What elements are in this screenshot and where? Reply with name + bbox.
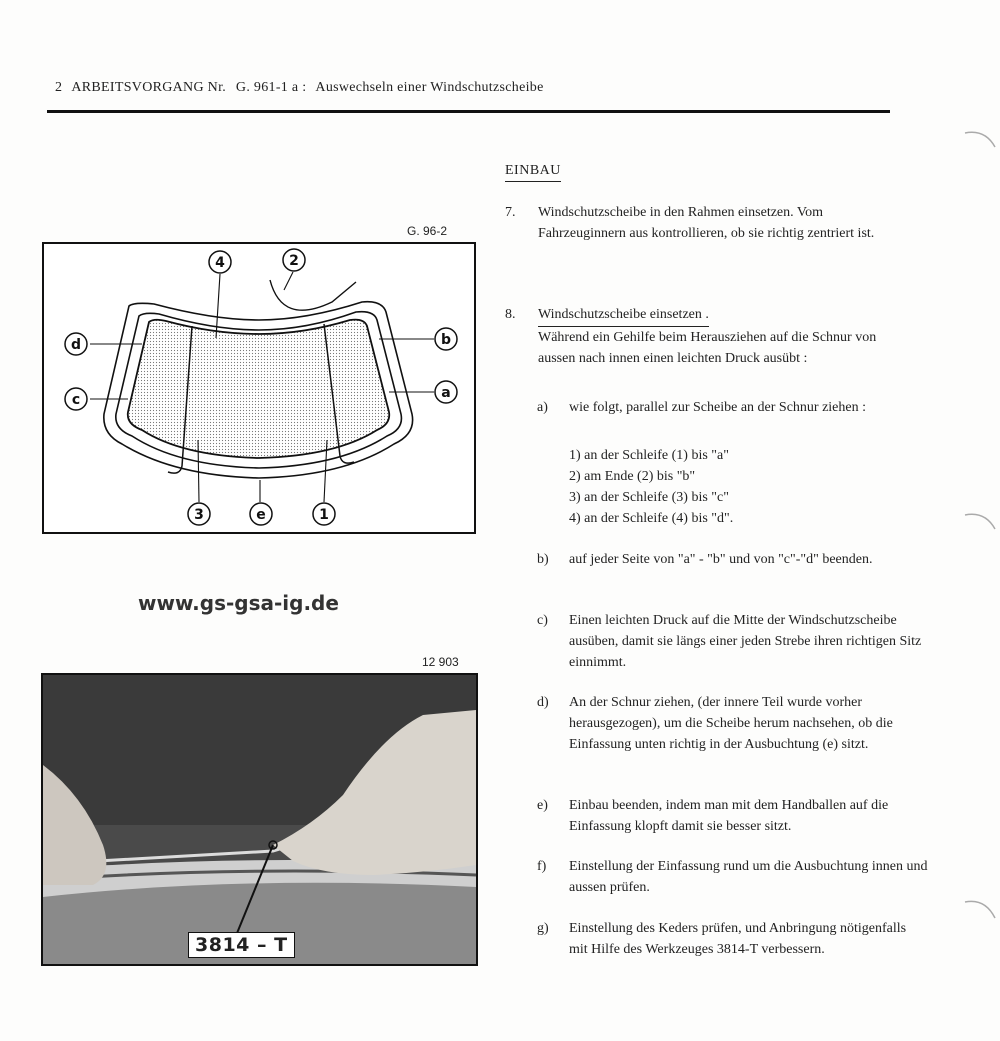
callout-2: 2 — [289, 253, 299, 269]
step-number: 7. — [505, 205, 516, 220]
binder-hole-mark — [960, 892, 1000, 932]
list-item: 1) an der Schleife (1) bis "a" — [569, 448, 729, 463]
callout-c: c — [71, 392, 81, 408]
list-item: 3) an der Schleife (3) bis "c" — [569, 490, 729, 505]
figure-ref: G. 96-2 — [407, 224, 448, 238]
callout-4: 4 — [215, 255, 225, 271]
substep-text: Einstellung der Einfassung rund um die Ausbuchtung innen und aussen prüfen. — [569, 859, 928, 895]
binder-hole-mark — [960, 125, 1000, 165]
cord-end — [270, 280, 356, 310]
installation-photo — [41, 673, 478, 966]
substep-label: f) — [537, 859, 547, 874]
page-header — [55, 80, 550, 96]
page-number: 2 — [55, 80, 63, 95]
callout-1: 1 — [319, 507, 329, 523]
step-text: Windschutzscheibe in den Rahmen einsetzen. Vom Fahrzeuginnern aus kontrollieren, ob sie richtig zentriert ist. — [538, 205, 875, 241]
header-label: ARBEITSVORGANG Nr. — [71, 80, 227, 95]
page-title: Auswechseln einer Windschutzscheibe — [315, 80, 544, 95]
callout-d: d — [70, 337, 82, 353]
operation-number: G. 961-1 a : — [235, 80, 307, 95]
callout-e: e — [256, 507, 266, 523]
section-title: EINBAU — [505, 163, 561, 182]
step-title: Windschutzscheibe einsetzen . — [538, 304, 709, 327]
callout-3: 3 — [194, 507, 204, 523]
substep-text: An der Schnur ziehen, (der innere Teil wurde vorher herausgezogen), um die Scheibe herum nachsehen, ob die Einfassung unten richtig in der Ausbuchtung (e) sitzt. — [569, 695, 893, 752]
substep-text: Einen leichten Druck auf die Mitte der Windschutzscheibe ausüben, damit sie längs einer jeden Strebe ihren richtigen Sitz einnimmt. — [569, 613, 922, 670]
substep-text: wie folgt, parallel zur Scheibe an der Schnur ziehen : — [569, 400, 866, 415]
figure-ref: 12 903 — [422, 655, 459, 669]
list-item: 2) am Ende (2) bis "b" — [569, 469, 696, 484]
substep-label: e) — [537, 798, 548, 813]
windshield-diagram — [42, 242, 476, 534]
substep-label: g) — [537, 921, 549, 936]
windshield-glass — [128, 320, 389, 458]
substep-label: d) — [537, 695, 549, 710]
step-number: 8. — [505, 307, 516, 322]
substep-text: auf jeder Seite von "a" - "b" und von "c"-"d" beenden. — [569, 552, 873, 567]
binder-hole-mark — [960, 505, 1000, 545]
list-item: 4) an der Schleife (4) bis "d". — [569, 511, 734, 526]
pull-sequence-list — [569, 445, 733, 529]
callout-a: a — [441, 385, 451, 401]
step-text: Während ein Gehilfe beim Herausziehen auf die Schnur von aussen nach innen einen leichten Druck ausübt : — [538, 330, 877, 366]
tool-label: 3814 – T — [188, 932, 295, 958]
substep-label: c) — [537, 613, 548, 628]
header-divider — [47, 110, 890, 113]
substep-text: Einstellung des Keders prüfen, und Anbringung nötigenfalls mit Hilfe des Werkzeuges 3814-T verbessern. — [569, 921, 907, 957]
substep-text: Einbau beenden, indem man mit dem Handballen auf die Einfassung klopft damit sie besser sitzt. — [569, 798, 889, 834]
substep-label: a) — [537, 400, 548, 415]
substep-label: b) — [537, 552, 549, 567]
callout-b: b — [440, 332, 452, 348]
website-watermark: www.gs-gsa-ig.de — [138, 591, 339, 615]
